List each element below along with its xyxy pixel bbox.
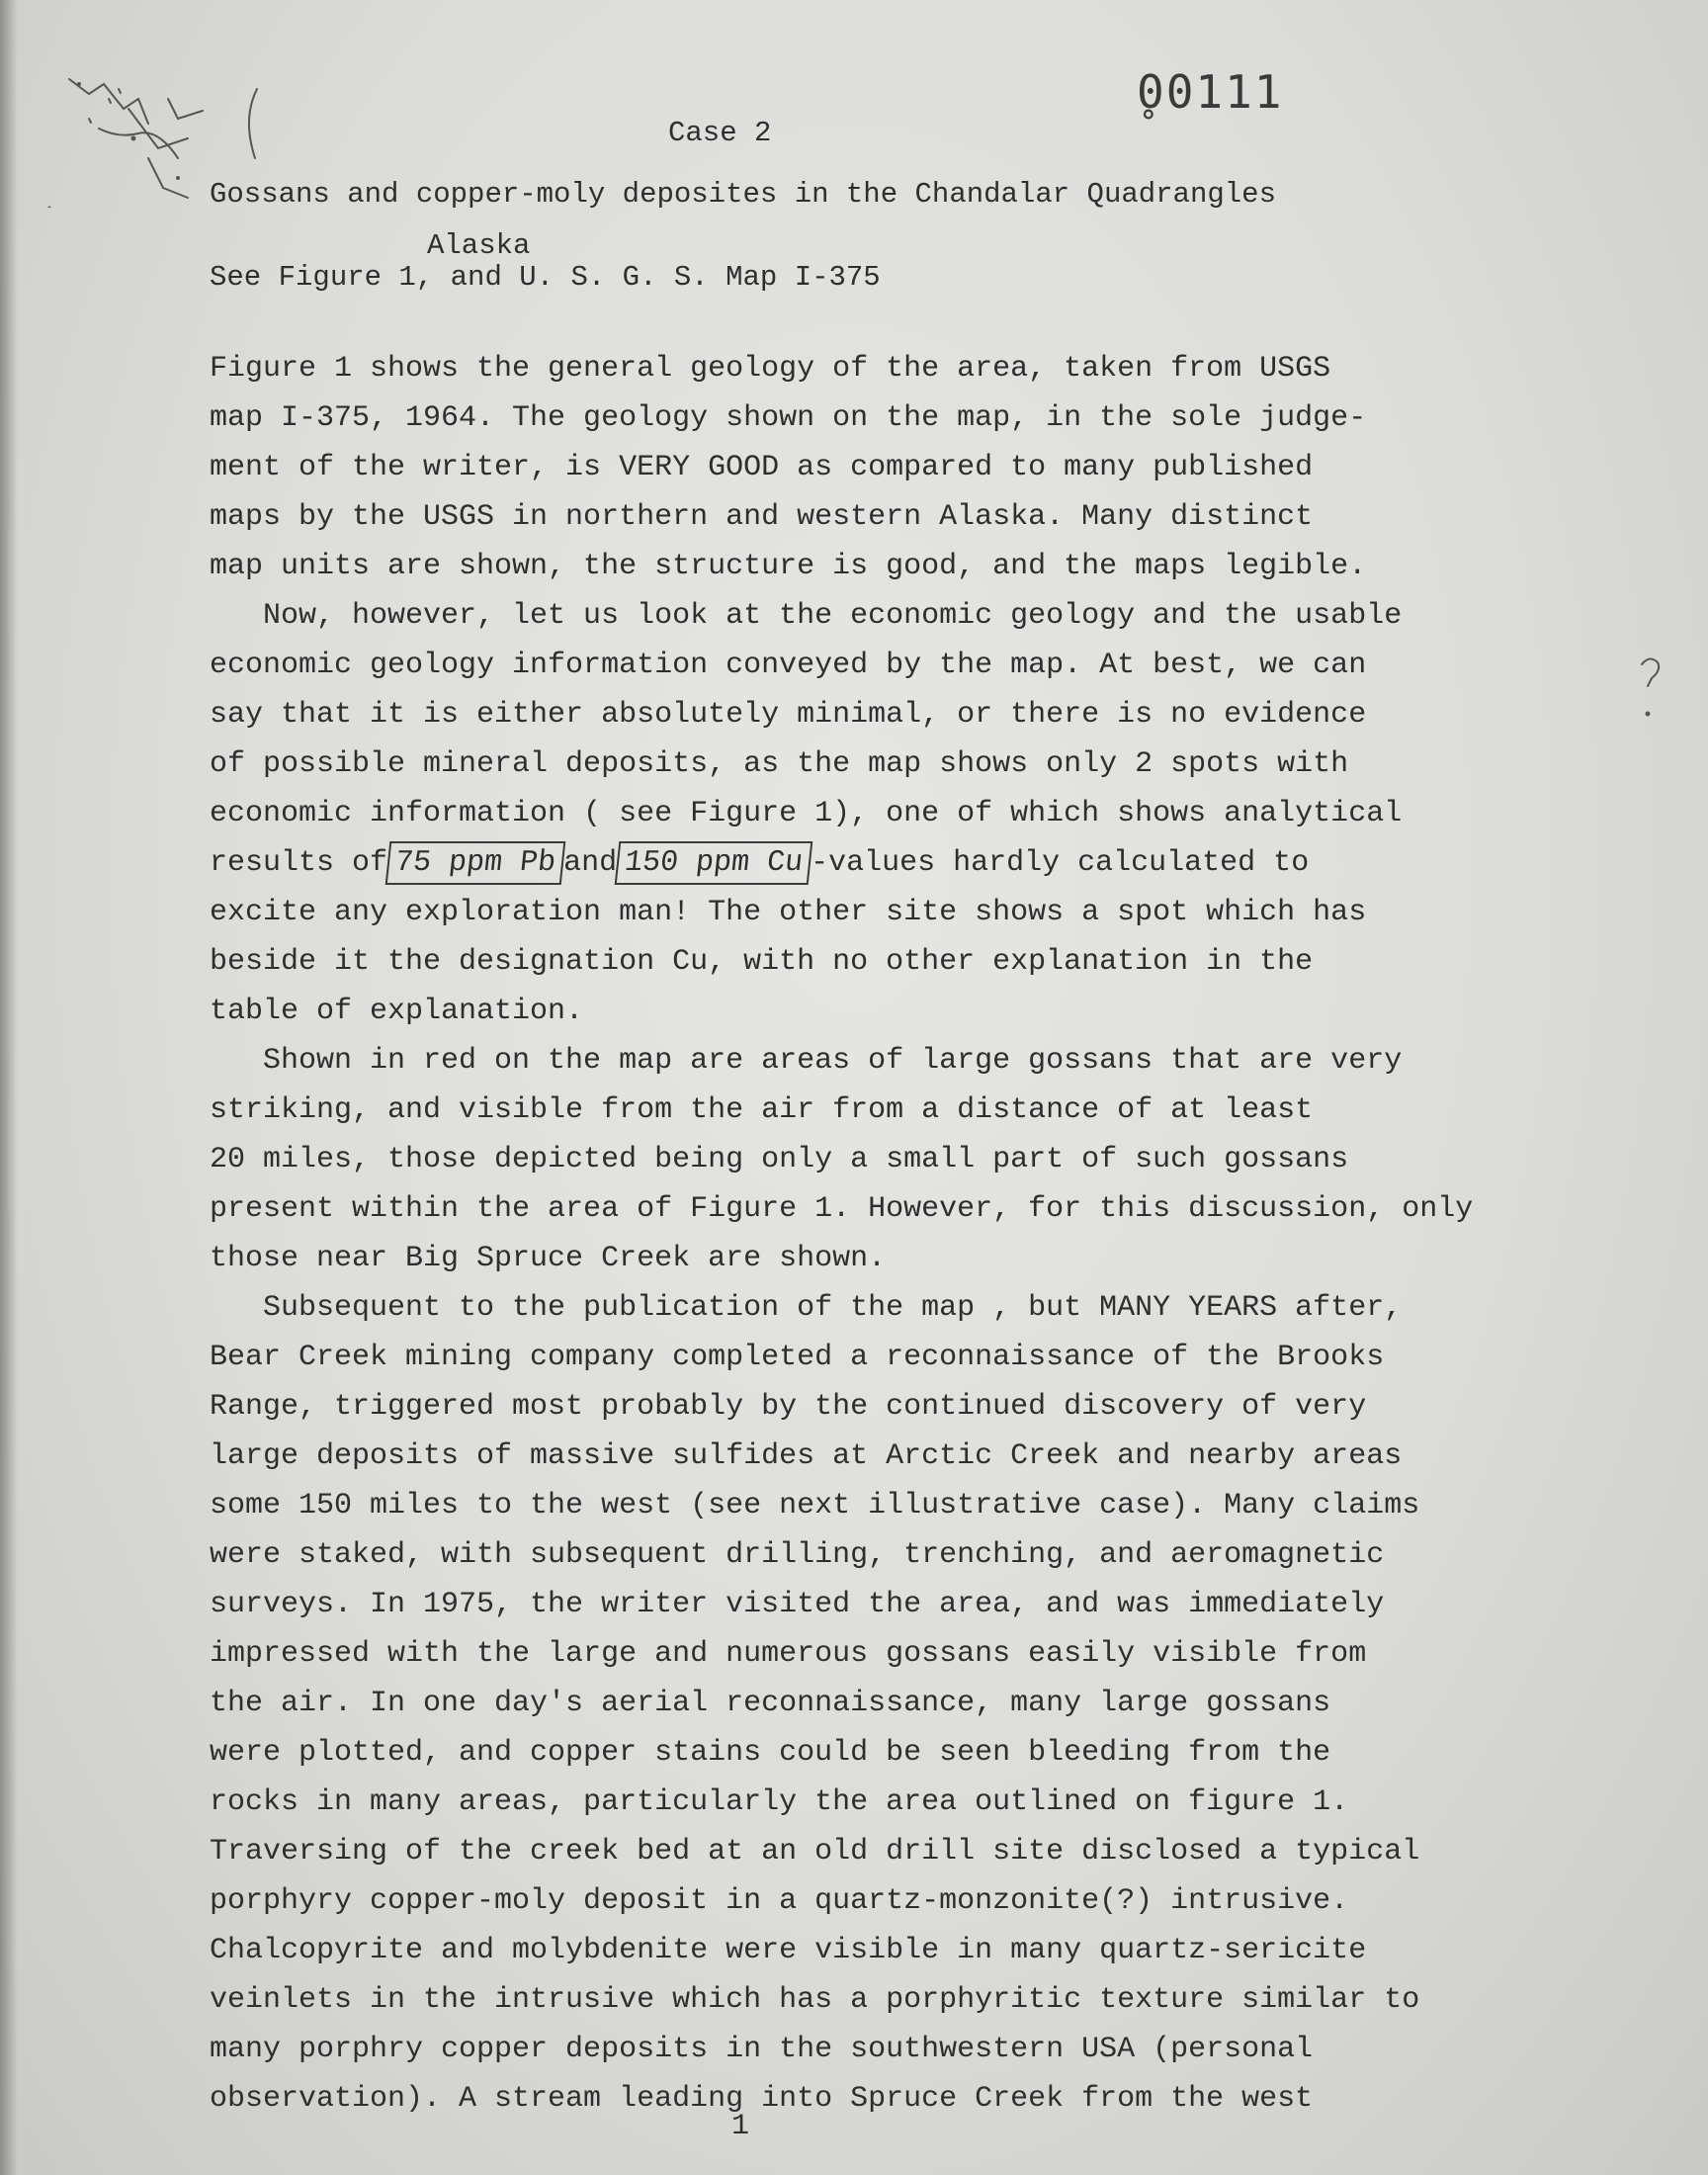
- results-conjunction: and: [563, 846, 618, 880]
- body-text: [210, 344, 1672, 2124]
- text-line: Range, triggered most probably by the continued discovery of very: [210, 1390, 1367, 1424]
- text-line: excite any exploration man! The other site shows a spot which has: [210, 896, 1367, 929]
- text-line: Shown in red on the map are areas of large gossans that are very: [210, 1044, 1403, 1078]
- text-line: economic geology information conveyed by the map. At best, we can: [210, 649, 1367, 682]
- text-line: striking, and visible from the air from a distance of at least: [210, 1093, 1314, 1127]
- boxed-value-lead: 75 ppm Pb: [385, 841, 566, 885]
- text-line: economic information ( see Figure 1), one of which shows analytical: [210, 797, 1403, 830]
- text-line: map I-375, 1964. The geology shown on the map, in the sole judge-: [210, 401, 1367, 435]
- results-prefix: results of: [210, 846, 388, 880]
- text-line: large deposits of massive sulfides at Arctic Creek and nearby areas: [210, 1439, 1403, 1473]
- text-line: impressed with the large and numerous gossans easily visible from: [210, 1637, 1367, 1671]
- text-line: the air. In one day's aerial reconnaissance, many large gossans: [210, 1687, 1331, 1720]
- margin-question-mark: [1636, 652, 1665, 722]
- text-line: maps by the USGS in northern and western Alaska. Many distinct: [210, 500, 1314, 534]
- text-line: say that it is either absolutely minimal, or there is no evidence: [210, 698, 1367, 732]
- text-line: some 150 miles to the west (see next illustrative case). Many claims: [210, 1489, 1420, 1522]
- text-line: Bear Creek mining company completed a reconnaissance of the Brooks: [210, 1341, 1385, 1374]
- text-line: many porphry copper deposits in the southwestern USA (personal: [210, 2033, 1314, 2066]
- text-line: veinlets in the intrusive which has a porphyritic texture similar to: [210, 1983, 1420, 2017]
- reference-line: See Figure 1, and U. S. G. S. Map I-375: [210, 261, 881, 294]
- text-line: Figure 1 shows the general geology of the area, taken from USGS: [210, 352, 1331, 386]
- text-line: of possible mineral deposits, as the map shows only 2 spots with: [210, 747, 1349, 781]
- results-suffix: -values hardly calculated to: [811, 846, 1310, 880]
- text-line: surveys. In 1975, the writer visited the area, and was immediately: [210, 1588, 1385, 1621]
- results-line: [210, 838, 1672, 888]
- text-line: 20 miles, those depicted being only a small part of such gossans: [210, 1143, 1349, 1176]
- text-line: were staked, with subsequent drilling, trenching, and aeromagnetic: [210, 1538, 1385, 1572]
- text-line: Now, however, let us look at the economic geology and the usable: [210, 599, 1403, 633]
- document-title-location: Alaska: [427, 229, 531, 262]
- text-line: were plotted, and copper stains could be seen bleeding from the: [210, 1736, 1331, 1770]
- text-line: Chalcopyrite and molybdenite were visible in many quartz-sericite: [210, 1934, 1367, 1967]
- text-line: observation). A stream leading into Spruce Creek from the west: [210, 2082, 1314, 2116]
- text-line: present within the area of Figure 1. However, for this discussion, only: [210, 1192, 1474, 1226]
- text-line: beside it the designation Cu, with no other explanation in the: [210, 945, 1314, 979]
- text-line: ment of the writer, is VERY GOOD as compared to many published: [210, 451, 1314, 484]
- text-line: Traversing of the creek bed at an old drill site disclosed a typical: [210, 1835, 1420, 1869]
- page-number: 1: [731, 2110, 750, 2143]
- text-line: map units are shown, the structure is good, and the maps legible.: [210, 550, 1367, 583]
- text-line: Subsequent to the publication of the map , but MANY YEARS after,: [210, 1291, 1403, 1325]
- document-title: Gossans and copper-moly deposites in the Chandalar Quadrangles: [210, 178, 1276, 211]
- text-line: those near Big Spruce Creek are shown.: [210, 1242, 887, 1275]
- text-line: porphyry copper-moly deposit in a quartz-monzonite(?) intrusive.: [210, 1884, 1349, 1918]
- boxed-value-copper: 150 ppm Cu: [615, 841, 813, 885]
- case-heading: Case 2: [668, 117, 772, 149]
- text-line: table of explanation.: [210, 995, 584, 1028]
- text-line: rocks in many areas, particularly the area outlined on figure 1.: [210, 1785, 1349, 1819]
- document-number-stamp: ̥00111: [1135, 65, 1284, 119]
